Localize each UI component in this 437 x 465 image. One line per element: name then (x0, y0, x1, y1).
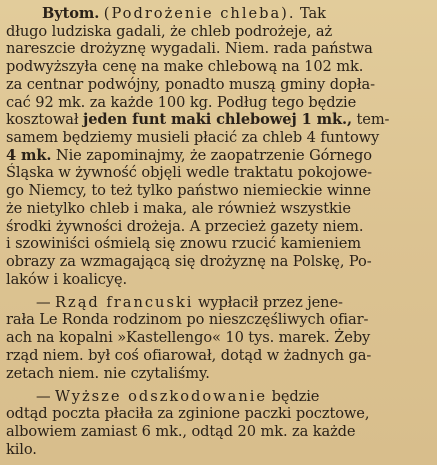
text-line (0, 110, 437, 130)
text-line: ach na kopalni »Kastellengo« 10 tys. marek. Żeby (6, 329, 371, 346)
text-line: nareszcie drożyznę wygadali. Niem. rada państwa (6, 40, 373, 57)
text-line: rała Le Ronda rodzinom po nieszczęśliwych ofiar- (6, 311, 369, 328)
article-headline-line (0, 4, 437, 24)
text-line: zetach niem. nie czytaliśmy. (6, 365, 210, 382)
dash-marker: — (36, 388, 56, 405)
paragraph-heading: Rząd francuski (55, 294, 194, 311)
text-line: samem będziemy musieli płacić za chleb 4 funtowy (6, 129, 380, 146)
paragraph-heading: Wyższe odszkodowanie (55, 388, 268, 405)
text-line: cać 92 mk. za każde 100 kg. Podług tego będzie (6, 94, 357, 111)
headline-title: (Podrożenie chleba). (103, 5, 296, 22)
text-fragment: tem- (356, 111, 390, 128)
text-line: i szowiniści ośmielą się znowu rzucić kamieniem (6, 235, 361, 252)
text-line: go Niemcy, to też tylko państwo niemieckie winne (6, 182, 371, 199)
text-line: kilo. (6, 441, 37, 458)
text-fragment: kosztował (6, 111, 79, 128)
text-line: podwyższyła cenę na make chlebową na 102 mk. (6, 58, 364, 75)
text-line: Śląska w żywność objęli wedle traktatu pokojowe- (6, 164, 372, 181)
text-line: długo ludziska gadali, że chleb podrożeje, aż (6, 23, 333, 40)
headline-rest: Tak (300, 5, 326, 22)
text-line: laków i koalicyę. (6, 271, 128, 288)
text-line: odtąd poczta płaciła za zginione paczki pocztowe, (6, 405, 370, 422)
text-line: albowiem zamiast 6 mk., odtąd 20 mk. za każde (6, 423, 356, 440)
dash-marker: — (36, 294, 56, 311)
text-fragment: wypłacił przez jene- (198, 294, 343, 311)
text-line: za centnar podwójny, ponadto muszą gminy dopła- (6, 76, 375, 93)
bold-fragment: 4 mk. (6, 147, 52, 164)
text-fragment: Nie zapominajmy, że zaopatrzenie Górnego (55, 147, 372, 164)
text-line: środki żywności drożeja. A przecież gazety niem. (6, 218, 364, 235)
headline-location: Bytom. (42, 5, 100, 22)
bold-fragment: jeden funt maki chlebowej 1 mk., (83, 111, 352, 128)
text-fragment: będzie (271, 388, 320, 405)
text-line: obrazy za wzmagającą się drożyznę na Polskę, Po- (6, 253, 372, 270)
text-line: rząd niem. był coś ofiarował, dotąd w żadnych ga- (6, 347, 372, 364)
text-line: że nietylko chleb i maka, ale również wszystkie (6, 200, 351, 217)
